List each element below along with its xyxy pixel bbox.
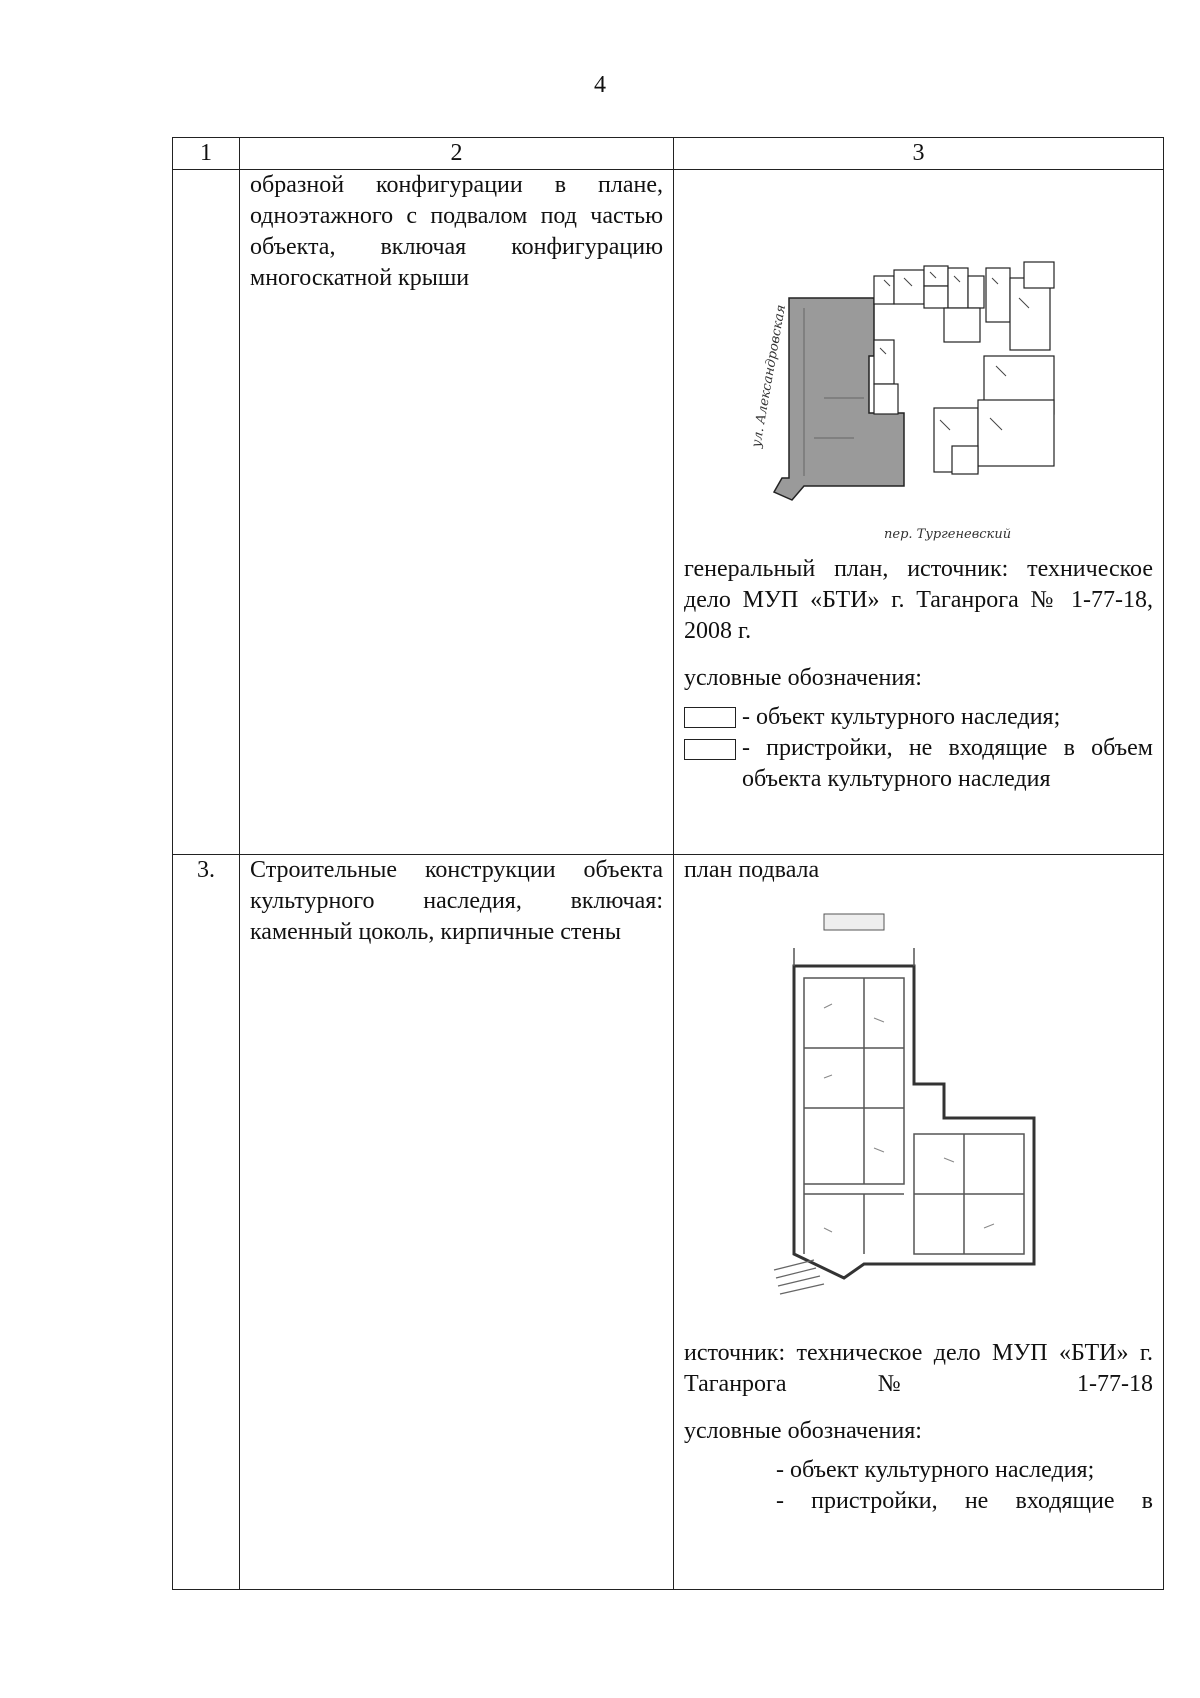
row-illustration [674, 855, 1164, 1590]
general-plan-figure [684, 248, 1153, 548]
table-header-row [173, 138, 1164, 170]
general-plan-caption: генеральный план, источник: техническое дело МУП «БТИ» г. Таганрога № 1-77-18, 2008 г. [684, 556, 1153, 644]
legend-title: условные обозначения: [684, 665, 922, 691]
page-number: 4 [594, 72, 606, 98]
basement-plan-drawing [764, 908, 1074, 1308]
legend-item [684, 1455, 1153, 1486]
plan-stamp [824, 914, 884, 930]
heritage-table [172, 137, 1164, 1590]
row-number [173, 170, 240, 855]
legend-label-annex: - пристройки, не входящие в [776, 1488, 1153, 1514]
street-label-1: ул. Александровская [748, 303, 789, 449]
table-row [173, 170, 1164, 855]
header-col-1: 1 [173, 138, 240, 170]
legend-item [684, 733, 1153, 795]
description-text: Строительные конструкции объекта культурного наследия, включая: каменный цоколь, кирпичные стены [250, 857, 663, 945]
legend-swatch-heritage [684, 707, 736, 728]
header-col-2: 2 [240, 138, 674, 170]
general-plan-drawing [734, 248, 1104, 548]
header-col-3: 3 [674, 138, 1164, 170]
legend-label-heritage: - объект культурного наследия; [776, 1457, 1095, 1483]
legend-swatch-annex [684, 739, 736, 760]
basement-plan-figure [684, 908, 1153, 1308]
street-label-2: пер. Тургеневский [883, 527, 1011, 542]
basement-caption: источник: техническое дело МУП «БТИ» г. Таганрога № 1-77-18 [684, 1340, 1153, 1397]
basement-plan-title: план подвала [684, 857, 820, 883]
table-row [173, 855, 1164, 1590]
legend-item [684, 1486, 1153, 1517]
legend-title: условные обозначения: [684, 1418, 922, 1444]
row-description [240, 855, 674, 1590]
row-number: 3. [173, 855, 240, 1590]
legend-label-heritage: - объект культурного наследия; [742, 704, 1061, 730]
description-text: образной конфигурации в плане, одноэтажного с подвалом под частью объекта, включая конфигурацию многоскатной крыши [250, 172, 663, 291]
legend-label-annex: - пристройки, не входящие в объем объекта культурного наследия [742, 735, 1153, 792]
row-illustration [674, 170, 1164, 855]
row-description [240, 170, 674, 855]
legend-item [684, 702, 1153, 733]
